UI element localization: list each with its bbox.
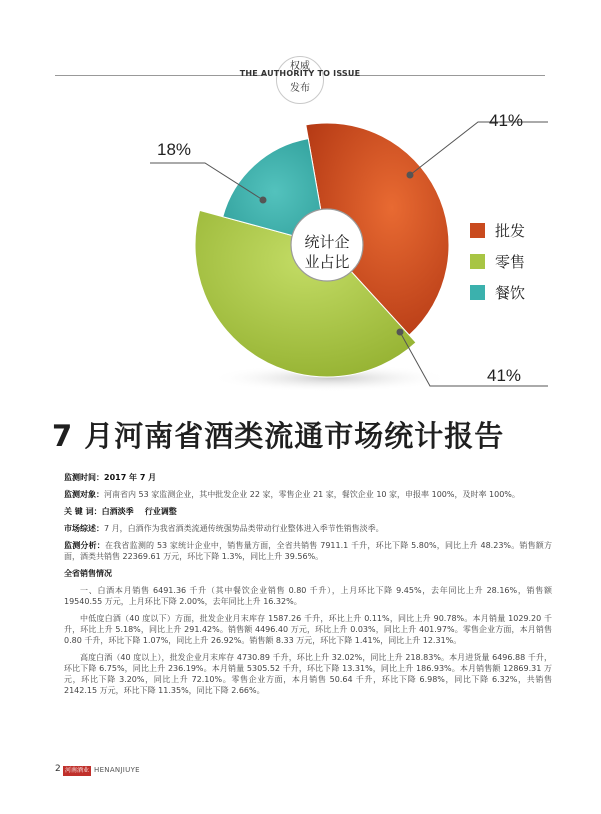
page-number: 2 [55, 764, 61, 774]
header-en: THE AUTHORITY TO ISSUE [239, 69, 361, 78]
paragraph-baijiu: 一、白酒本月销售 6491.36 千升（其中餐饮企业销售 0.80 千升），上月环比下降 9.45%，去年同比上升 28.16%，销售额 19540.55 万元，上月环比下降 2.00%，去年同比上升 16.32%。 [64, 586, 552, 606]
analysis-text: 在我省监测的 53 家统计企业中，销售量方面，全省共销售 7911.1 千升，环比下降 5.80%，同比上升 48.23%。销售额方面，酒类共销售 22369.61 万元，环比下降 1.3%，同比上升 39.56%。 [64, 541, 553, 561]
meta-row-overview: 市场综述：7 月，白酒作为我省酒类流通传统强势品类带动行业整体进入季节性销售淡季。 [64, 524, 384, 533]
meta-value: 7 月，白酒作为我省酒类流通传统强势品类带动行业整体进入季节性销售淡季。 [104, 524, 384, 533]
leader-catering-dot [260, 197, 266, 203]
meta-row-object: 监测对象：河南省内 53 家监测企业，其中批发企业 22 家，零售企业 21 家，餐饮企业 10 家，申报率 100%，及时率 100%。 [64, 490, 520, 499]
slice-label-wholesale: 41% [489, 111, 524, 130]
meta-value: 2017 年 7 月 [104, 473, 157, 482]
leader-wholesale [410, 122, 548, 175]
leader-wholesale-dot [407, 172, 413, 178]
meta-value: 河南省内 53 家监测企业，其中批发企业 22 家，零售企业 21 家，餐饮企业 10 家，申报率 100%，及时率 100%。 [104, 490, 520, 499]
slice-label-catering: 18% [157, 140, 192, 159]
footer-badge: 河南酒业 [64, 767, 89, 774]
footer-brand: HENANJIUYE [94, 766, 140, 774]
header-cn-top: 权威 [290, 61, 310, 72]
center-label-line-1: 统计企 [304, 233, 350, 251]
meta-block [64, 472, 552, 696]
legend-item-catering [470, 283, 525, 301]
paragraph-high-alcohol: 高度白酒（40 度以上），批发企业月末库存 4730.89 千升，环比上升 32.02%，同比上升 218.83%。本月进货量 6496.88 千升，环比下降 6.75%，同比上升 236.19%。本月销量 5305.52 千升，环比下降 13.31%，同比上升 186.93%。本月销售额 12869.31 万元，环比下降 3.20%，同比上升 72.10%。零售企业方面，本月销售 50.64 千升，环比下降 6.98%，同比下降 6.32%，共销售 2142.15 万元，环比下降 11.35%，同比下降 2.66%。 [64, 653, 552, 695]
paragraph-low-alcohol: 中低度白酒（40 度以下）方面，批发企业月末库存 1587.26 千升，环比上升 0.11%，同比上升 90.78%。本月销量 1029.20 千升，环比上升 5.18%，同比上升 291.42%。销售额 4496.40 万元，环比上升 0.03%，同比上升 401.97%。零售企业方面，本月销售 0.80 千升，环比下降 1.07%，同比上升 26.92%。销售额 8.33 万元，环比下降 1.41%，同比上升 12.31%。 [64, 614, 552, 645]
report-title: 7 月河南省酒类流通市场统计报告 [52, 419, 505, 453]
section-title: 全省销售情况 [64, 569, 112, 578]
legend-swatch [470, 223, 485, 238]
legend-swatch [470, 285, 485, 300]
legend-swatch [470, 254, 485, 269]
legend-label: 批发 [495, 221, 526, 240]
meta-value: 白酒淡季 行业调整 [101, 507, 177, 516]
legend-label: 餐饮 [495, 283, 526, 302]
meta-row-time: 监测时间：2017 年 7 月 [64, 473, 157, 482]
pie-center-label [295, 232, 359, 272]
center-label-line-2: 业占比 [304, 253, 350, 271]
legend-label: 零售 [495, 252, 526, 271]
legend-item-wholesale [470, 221, 525, 239]
header-cn-bottom: 发布 [290, 83, 310, 94]
leader-retail-dot [397, 329, 403, 335]
meta-row-analysis: 监测分析：在我省监测的 53 家统计企业中，销售量方面，全省共销售 7911.1 千升，环比下降 5.80%，同比上升 48.23%。销售额方面，酒类共销售 22369.61 万元，环比下降 1.3%，同比上升 39.56%。 [64, 541, 553, 561]
meta-row-keywords: 关 键 词：白酒淡季 行业调整 [64, 507, 177, 516]
slice-label-retail: 41% [487, 366, 522, 385]
legend-item-retail [470, 252, 525, 270]
